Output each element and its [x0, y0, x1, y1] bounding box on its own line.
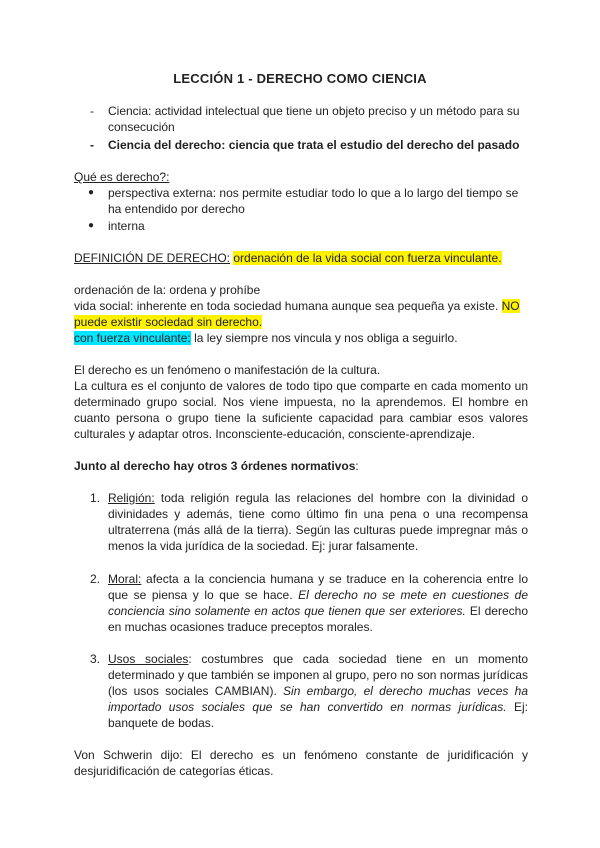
ordenacion-line: ordenación de la: ordena y prohíbe [74, 283, 261, 297]
dash-item-ciencia: Ciencia: actividad intelectual que tiene un objeto preciso y un método para su consecución [108, 104, 520, 134]
dash-marker: - [90, 104, 94, 118]
dash-item-ciencia-derecho: Ciencia del derecho: ciencia que trata el estudio del derecho del pasado [108, 138, 520, 152]
ordenes-heading-colon: : [355, 459, 359, 473]
list-number: 2. [90, 572, 101, 586]
cultura-block [74, 362, 528, 442]
page-title: LECCIÓN 1 - DERECHO COMO CIENCIA [173, 71, 427, 86]
definicion-line [74, 250, 528, 266]
list-item-usos-sociales [108, 651, 528, 731]
item-text: : costumbres que cada sociedad tiene en un momento determinado y que también se imponen al grupo, pero no son normas jurídicas (los usos sociales CAMBIAN). [108, 652, 528, 698]
ordenes-heading [74, 458, 528, 474]
ordenacion-block [74, 282, 528, 346]
list-number: 1. [90, 491, 101, 505]
ordenes-heading-text: Junto al derecho hay otros 3 órdenes normativos [74, 459, 356, 473]
item-text: afecta a la conciencia humana y se traduce en la coherencia entre lo que se piensa y lo que se hace. [108, 572, 528, 602]
item-text: El derecho en muchas ocasiones traduce preceptos morales. [108, 604, 529, 634]
item-label: Moral: [108, 572, 142, 586]
cultura-p1: El derecho es un fenómeno o manifestación de la cultura. [74, 363, 381, 377]
item-italic-text: El derecho no se mete en cuestiones de conciencia sino solamente en actos que tienen que ser exteriores. [108, 588, 529, 618]
item-label: Religión: [108, 491, 155, 505]
item-label: Usos sociales [108, 652, 189, 666]
list-number: 3. [90, 652, 101, 666]
fuerza-vinculante-text: la ley siempre nos vincula y nos obliga a seguirlo. [190, 331, 458, 345]
vida-social-highlight: NO puede existir sociedad sin derecho. [74, 299, 520, 329]
list-item-moral [108, 571, 528, 635]
item-text: Ej: banquete de bodas. [108, 700, 528, 730]
bullet-item-externa: perspectiva externa: nos permite estudiar todo lo que a lo largo del tiempo se ha entendido por derecho [108, 186, 519, 216]
dash-marker: - [90, 138, 94, 152]
bullet-marker: ● [88, 187, 95, 198]
item-italic-text: Sin embargo, el derecho muchas veces ha importado usos sociales que se han convertido en normas jurídicas. [108, 684, 528, 714]
item-text: toda religión regula las relaciones del hombre con la divinidad o divinidades y además, tiene como último fin una pena o una recompensa ultraterrena (más allá de la tierra). Según las culturas puede impregnar más o menos la vida jurídica de la sociedad. Ej: jurar falsamente. [108, 491, 528, 553]
von-schwerin-paragraph: Von Schwerin dijo: El derecho es un fenómeno constante de juridificación y desjuridificación de categorías éticas. [74, 748, 528, 778]
cultura-p2: La cultura es el conjunto de valores de todo tipo que comparte en cada momento un determinado grupo social. Nos viene impuesta, no la aprendemos. El hombre en cuanto persona o grupo tiene la suficiente capacidad para cambiar esos valores culturales y adaptar otros. Inconsciente-educación, consciente-aprendizaje. [74, 379, 528, 441]
definicion-label: DEFINICIÓN DE DERECHO: [74, 251, 231, 265]
que-es-heading: Qué es derecho?: [74, 170, 170, 184]
fuerza-vinculante-highlight: con fuerza vinculante: [74, 331, 191, 345]
definicion-text: ordenación de la vida social con fuerza vinculante. [233, 251, 502, 265]
bullet-marker: ● [88, 220, 95, 231]
vida-social-text: vida social: inherente en toda sociedad humana aunque sea pequeña ya existe. [74, 299, 502, 313]
list-item-religion [108, 490, 528, 554]
bullet-item-interna: interna [108, 219, 145, 233]
